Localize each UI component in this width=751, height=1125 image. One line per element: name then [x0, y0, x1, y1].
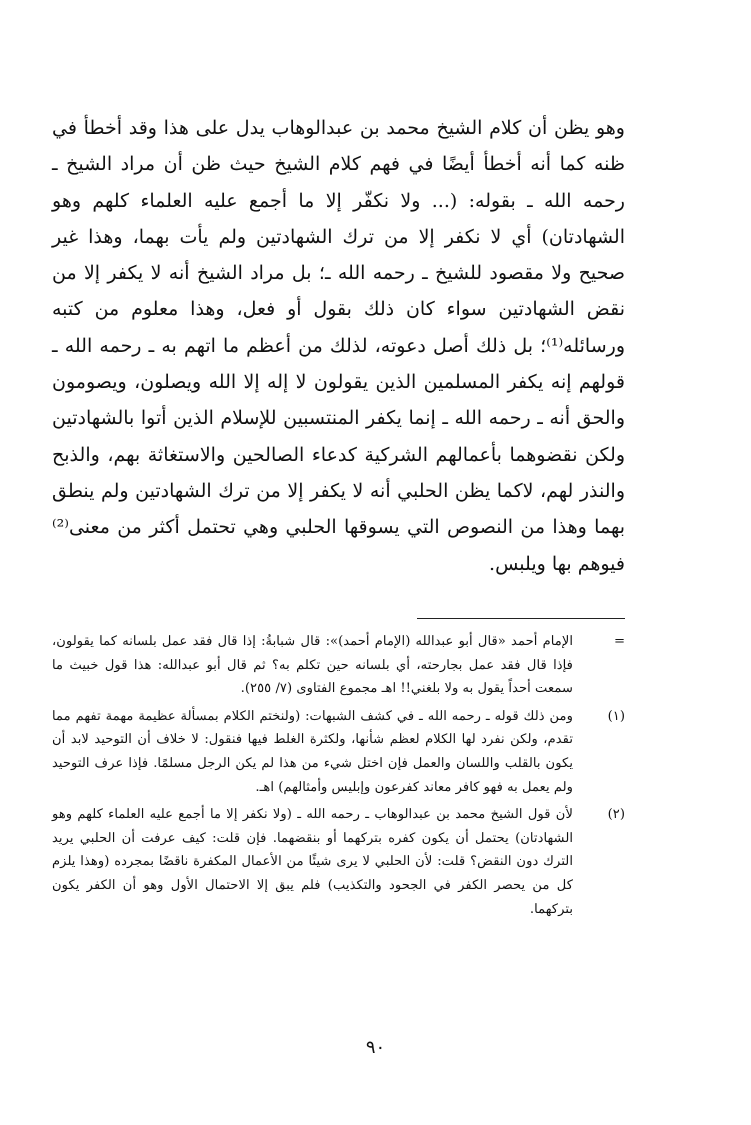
footnote-1	[52, 705, 625, 799]
footnote-text: الإمام أحمد «قال أبو عبدالله (الإمام أحمد)»: قال شبابةُ: إذا قال فقد عمل بلسانه كما يقولون، فإذا قال فقد عمل بجارحته، أي بلسانه حين تكلم به؟ ثم قال أبو عبدالله: هذا قول خبيث ما سمعت أحداً يقول به ولا بلغني!! اهـ مجموع الفتاوى (٧/ ٢٥٥).	[52, 634, 573, 697]
footnote-text: ومن ذلك قوله ـ رحمه الله ـ في كشف الشبهات: (ولنختم الكلام بمسألة عظيمة مهمة تفهم مما تقدم، ولكن نفرد لها الكلام لعظم شأنها، ولكثرة الغلط فيها فنقول: لا خلاف أن التوحيد لابد أن يكون بالقلب واللسان والعمل فإن اختل شيء من هذا لم يكن الرجل مسلمًا. فإذا عرف التوحيد ولم يعمل به فهو كافر معاند كفرعون وإبليس وأمثالهم) اهـ.	[52, 708, 573, 795]
footnote-text: لأن قول الشيخ محمد بن عبدالوهاب ـ رحمه الله ـ (ولا نكفر إلا ما أجمع عليه العلماء كلهم وهو الشهادتان) يحتمل أن يكون كفره بتركهما أو بنقضهما. فإن قلت: كيف عرفت أن الحلبي يريد الترك دون النقض؟ قلت: لأن الحلبي لا يرى شيئًا من الأعمال المكفرة ناقضًا بمجرده (وهذا يلزم كل من يحصر الكفر في الجحود والتكذيب) فلم يبق إلا الاحتمال الأول وهو أن الكفر يكون بتركهما.	[52, 807, 573, 917]
footnotes-list	[52, 630, 625, 925]
footnote-continued	[52, 630, 625, 701]
footnote-marker: (٢)	[607, 807, 625, 823]
footnote-marker: =	[613, 634, 625, 649]
page-number: ٩٠	[365, 1037, 386, 1058]
footnote-2	[52, 803, 625, 921]
main-paragraph: وهو يظن أن كلام الشيخ محمد بن عبدالوهاب يدل على هذا وقد أخطأ في ظنه كما أنه أخطأ أيضًا في فهم كلام الشيخ حيث ظن أن مراد الشيخ ـ رحمه الله ـ بقوله: (... ولا نكفّر إلا ما أجمع عليه العلماء كلهم وهو الشهادتان) أي لا نكفر إلا من ترك الشهادتين ولم يأت بهما، وهذا غير صحيح ولا مقصود للشيخ ـ رحمه الله ـ؛ بل مراد الشيخ أنه لا يكفر إلا من نقض الشهادتين سواء كان ذلك بقول أو فعل، وهذا معلوم من كتبه ورسائله⁽¹⁾؛ بل ذلك أصل دعوته، لذلك من أعظم ما اتهم به ـ رحمه الله ـ قولهم إنه يكفر المسلمين الذين يقولون لا إله إلا الله ويصلون، ويصومون والحق أنه ـ رحمه الله ـ إنما يكفر المنتسبين للإسلام الذين أتوا بالشهادتين ولكن نقضوهما بأعمالهم الشركية كدعاء الصالحين والاستغاثة بهم، والذبح والنذر لهم، لاكما يظن الحلبي أنه لا يكفر إلا من ترك الشهادتين ولم ينطق بهما وهذا من النصوص التي يسوقها الحلبي وهي تحتمل أكثر من معنى⁽²⁾ فيوهم بها ويلبس.	[52, 117, 625, 575]
footnote-divider	[417, 618, 625, 619]
footnote-marker: (١)	[607, 708, 625, 724]
